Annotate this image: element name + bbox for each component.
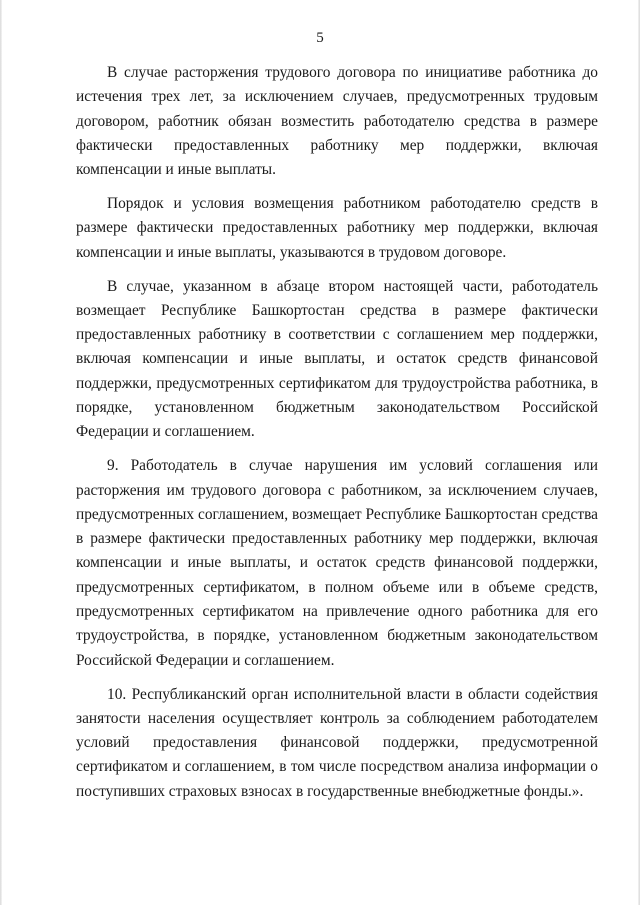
page-number: 5 <box>316 30 324 46</box>
paragraph-termination-by-employee: В случае расторжения трудового договора по инициативе работника до истечения трех лет, за исключением случаев, предусмотренных трудовым договором, работник обязан возместить работодателю средства в размере фактически предоставленных работнику мер поддержки, включая компенсации и иные выплаты. <box>76 64 598 179</box>
paragraph-reimbursement-procedure: Порядок и условия возмещения работником работодателю средств в размере фактически предоставленных работнику мер поддержки, включая компенсации и иные выплаты, указываются в трудовом договоре. <box>76 195 598 261</box>
paragraph-employer-reimbursement: В случае, указанном в абзаце втором настоящей части, работодатель возмещает Республике Башкортостан средства в размере фактически предоставленных работнику в соответствии с соглашением мер поддержки, включая компенсации и иные выплаты, и остаток средств финансовой поддержки, предусмотренных сертификатом для трудоустройства работника, в порядке, установленном бюджетным законодательством Российской Федерации и соглашением. <box>76 277 598 441</box>
page-edge-left <box>0 0 2 905</box>
paragraph-item-9: 9. Работодатель в случае нарушения им условий соглашения или расторжения им трудового договора с работником, за исключением случаев, предусмотренных соглашением, возмещает Республике Башкортостан средства в размере фактически предоставленных работнику мер поддержки, включая компенсации и иные выплаты, и остаток средств финансовой поддержки, предусмотренных сертификатом, в полном объеме или в объеме средств, предусмотренных сертификатом на привлечение одного работника для его трудоустройства, в порядке, установленном бюджетным законодательством Российской Федерации и соглашением. <box>76 457 598 669</box>
document-body <box>76 61 598 814</box>
paragraph-item-10: 10. Республиканский орган исполнительной власти в области содействия занятости населения осуществляет контроль за соблюдением работодателем условий предоставления финансовой поддержки, предусмотренной сертификатом и соглашением, в том числе посредством анализа информации о поступивших страховых взносах в государственные внебюджетные фонды.». <box>76 685 598 800</box>
